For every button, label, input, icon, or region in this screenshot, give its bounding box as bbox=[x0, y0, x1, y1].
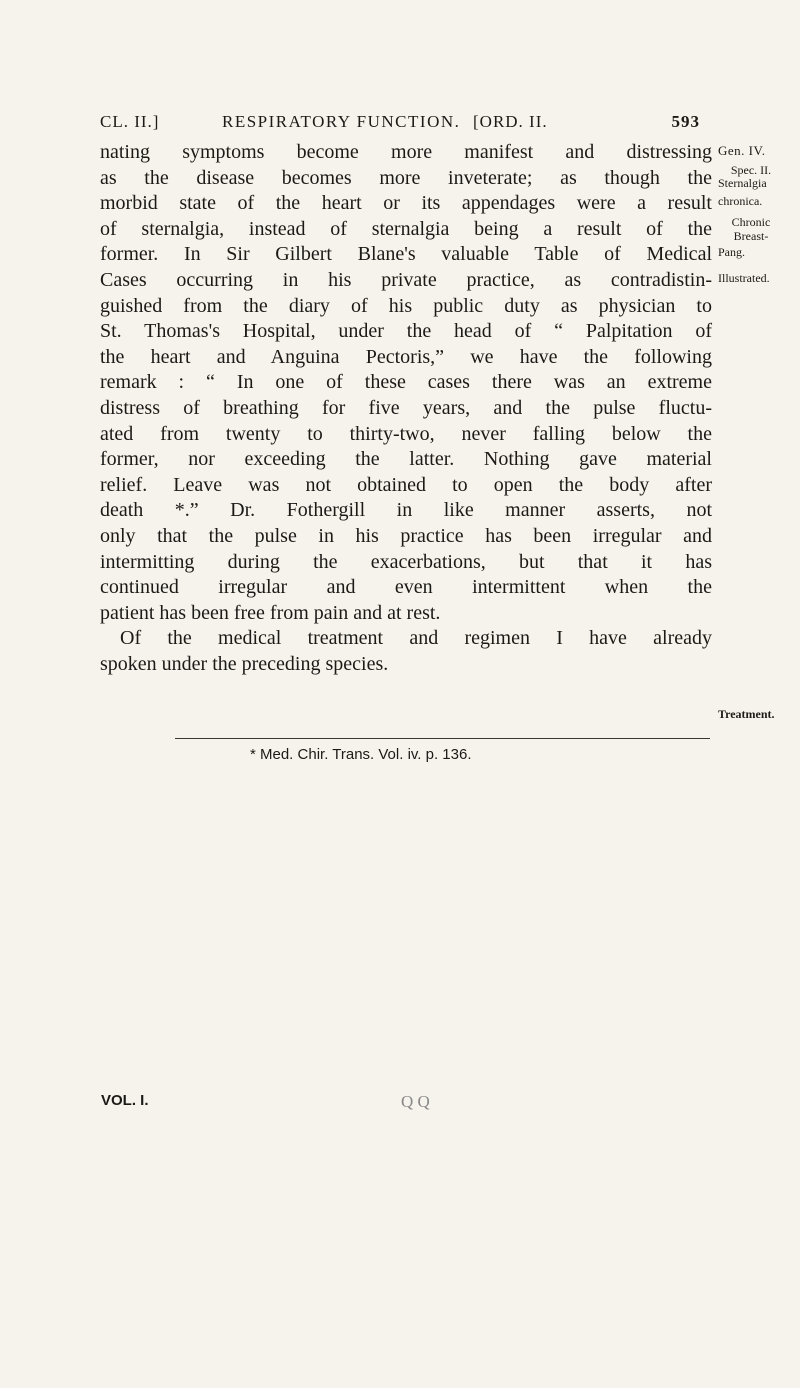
margin-note-chronic: Chronic bbox=[731, 215, 771, 229]
body-line: spoken under the preceding species. bbox=[100, 652, 389, 675]
running-head bbox=[100, 112, 700, 138]
body-line: ated from twenty to thirty-two, never falling below the bbox=[100, 422, 712, 445]
body-line: patient has been free from pain and at rest. bbox=[100, 601, 441, 624]
body-line: nating symptoms become more manifest and distressing bbox=[100, 141, 712, 163]
page-number: 593 bbox=[671, 112, 700, 131]
margin-note-species: Spec. II. bbox=[730, 163, 772, 177]
margin-note-illustrated: Illustrated. bbox=[718, 271, 770, 285]
body-line: Cases occurring in his private practice, as contradistin- bbox=[100, 268, 712, 291]
body-line: guished from the diary of his public duty as physician to bbox=[100, 294, 712, 317]
margin-note-variety: chronica. bbox=[718, 194, 763, 208]
body-line: St. Thomas's Hospital, under the head of “ Palpitation of bbox=[100, 320, 712, 343]
margin-note-treatment: Treatment. bbox=[718, 707, 775, 721]
body-line: death *.” Dr. Fothergill in like manner asserts, not bbox=[100, 499, 712, 522]
body-line: remark : “ In one of these cases there was an extreme bbox=[100, 371, 712, 394]
body-line: the heart and Anguina Pectoris,” we have the following bbox=[100, 345, 712, 368]
body-line: of sternalgia, instead of sternalgia being a result of the bbox=[100, 217, 712, 240]
body-line: as the disease becomes more inveterate; as though the bbox=[100, 166, 712, 189]
footnote-rule bbox=[175, 738, 710, 739]
body-line: former. In Sir Gilbert Blane's valuable Table of Medical bbox=[100, 243, 712, 266]
body-text bbox=[100, 140, 712, 677]
margin-note-pang: Pang. bbox=[718, 245, 745, 259]
volume-signature: VOL. I. bbox=[101, 1092, 149, 1109]
body-line: morbid state of the heart or its appendages were a result bbox=[100, 192, 712, 215]
body-line: relief. Leave was not obtained to open the body after bbox=[100, 473, 712, 496]
body-line: Of the medical treatment and regimen I have already bbox=[120, 627, 712, 650]
body-line: distress of breathing for five years, and the pulse fluctu- bbox=[100, 396, 712, 419]
signature-mark: Q Q bbox=[401, 1092, 430, 1111]
margin-note-breast: Breast- bbox=[733, 229, 769, 243]
running-title: RESPIRATORY FUNCTION. bbox=[222, 112, 461, 131]
footnote: * Med. Chir. Trans. Vol. iv. p. 136. bbox=[250, 746, 472, 763]
chapter-label: CL. II.] bbox=[100, 112, 160, 131]
order-label: [ORD. II. bbox=[473, 112, 548, 131]
body-line: only that the pulse in his practice has been irregular and bbox=[100, 524, 712, 547]
body-line: intermitting during the exacerbations, but that it has bbox=[100, 550, 712, 573]
margin-note-name: Sternalgia bbox=[718, 176, 767, 190]
margin-note-genus: Gen. IV. bbox=[718, 143, 766, 158]
body-line: former, nor exceeding the latter. Nothing gave material bbox=[100, 448, 712, 471]
body-line: continued irregular and even intermittent when the bbox=[100, 576, 712, 599]
